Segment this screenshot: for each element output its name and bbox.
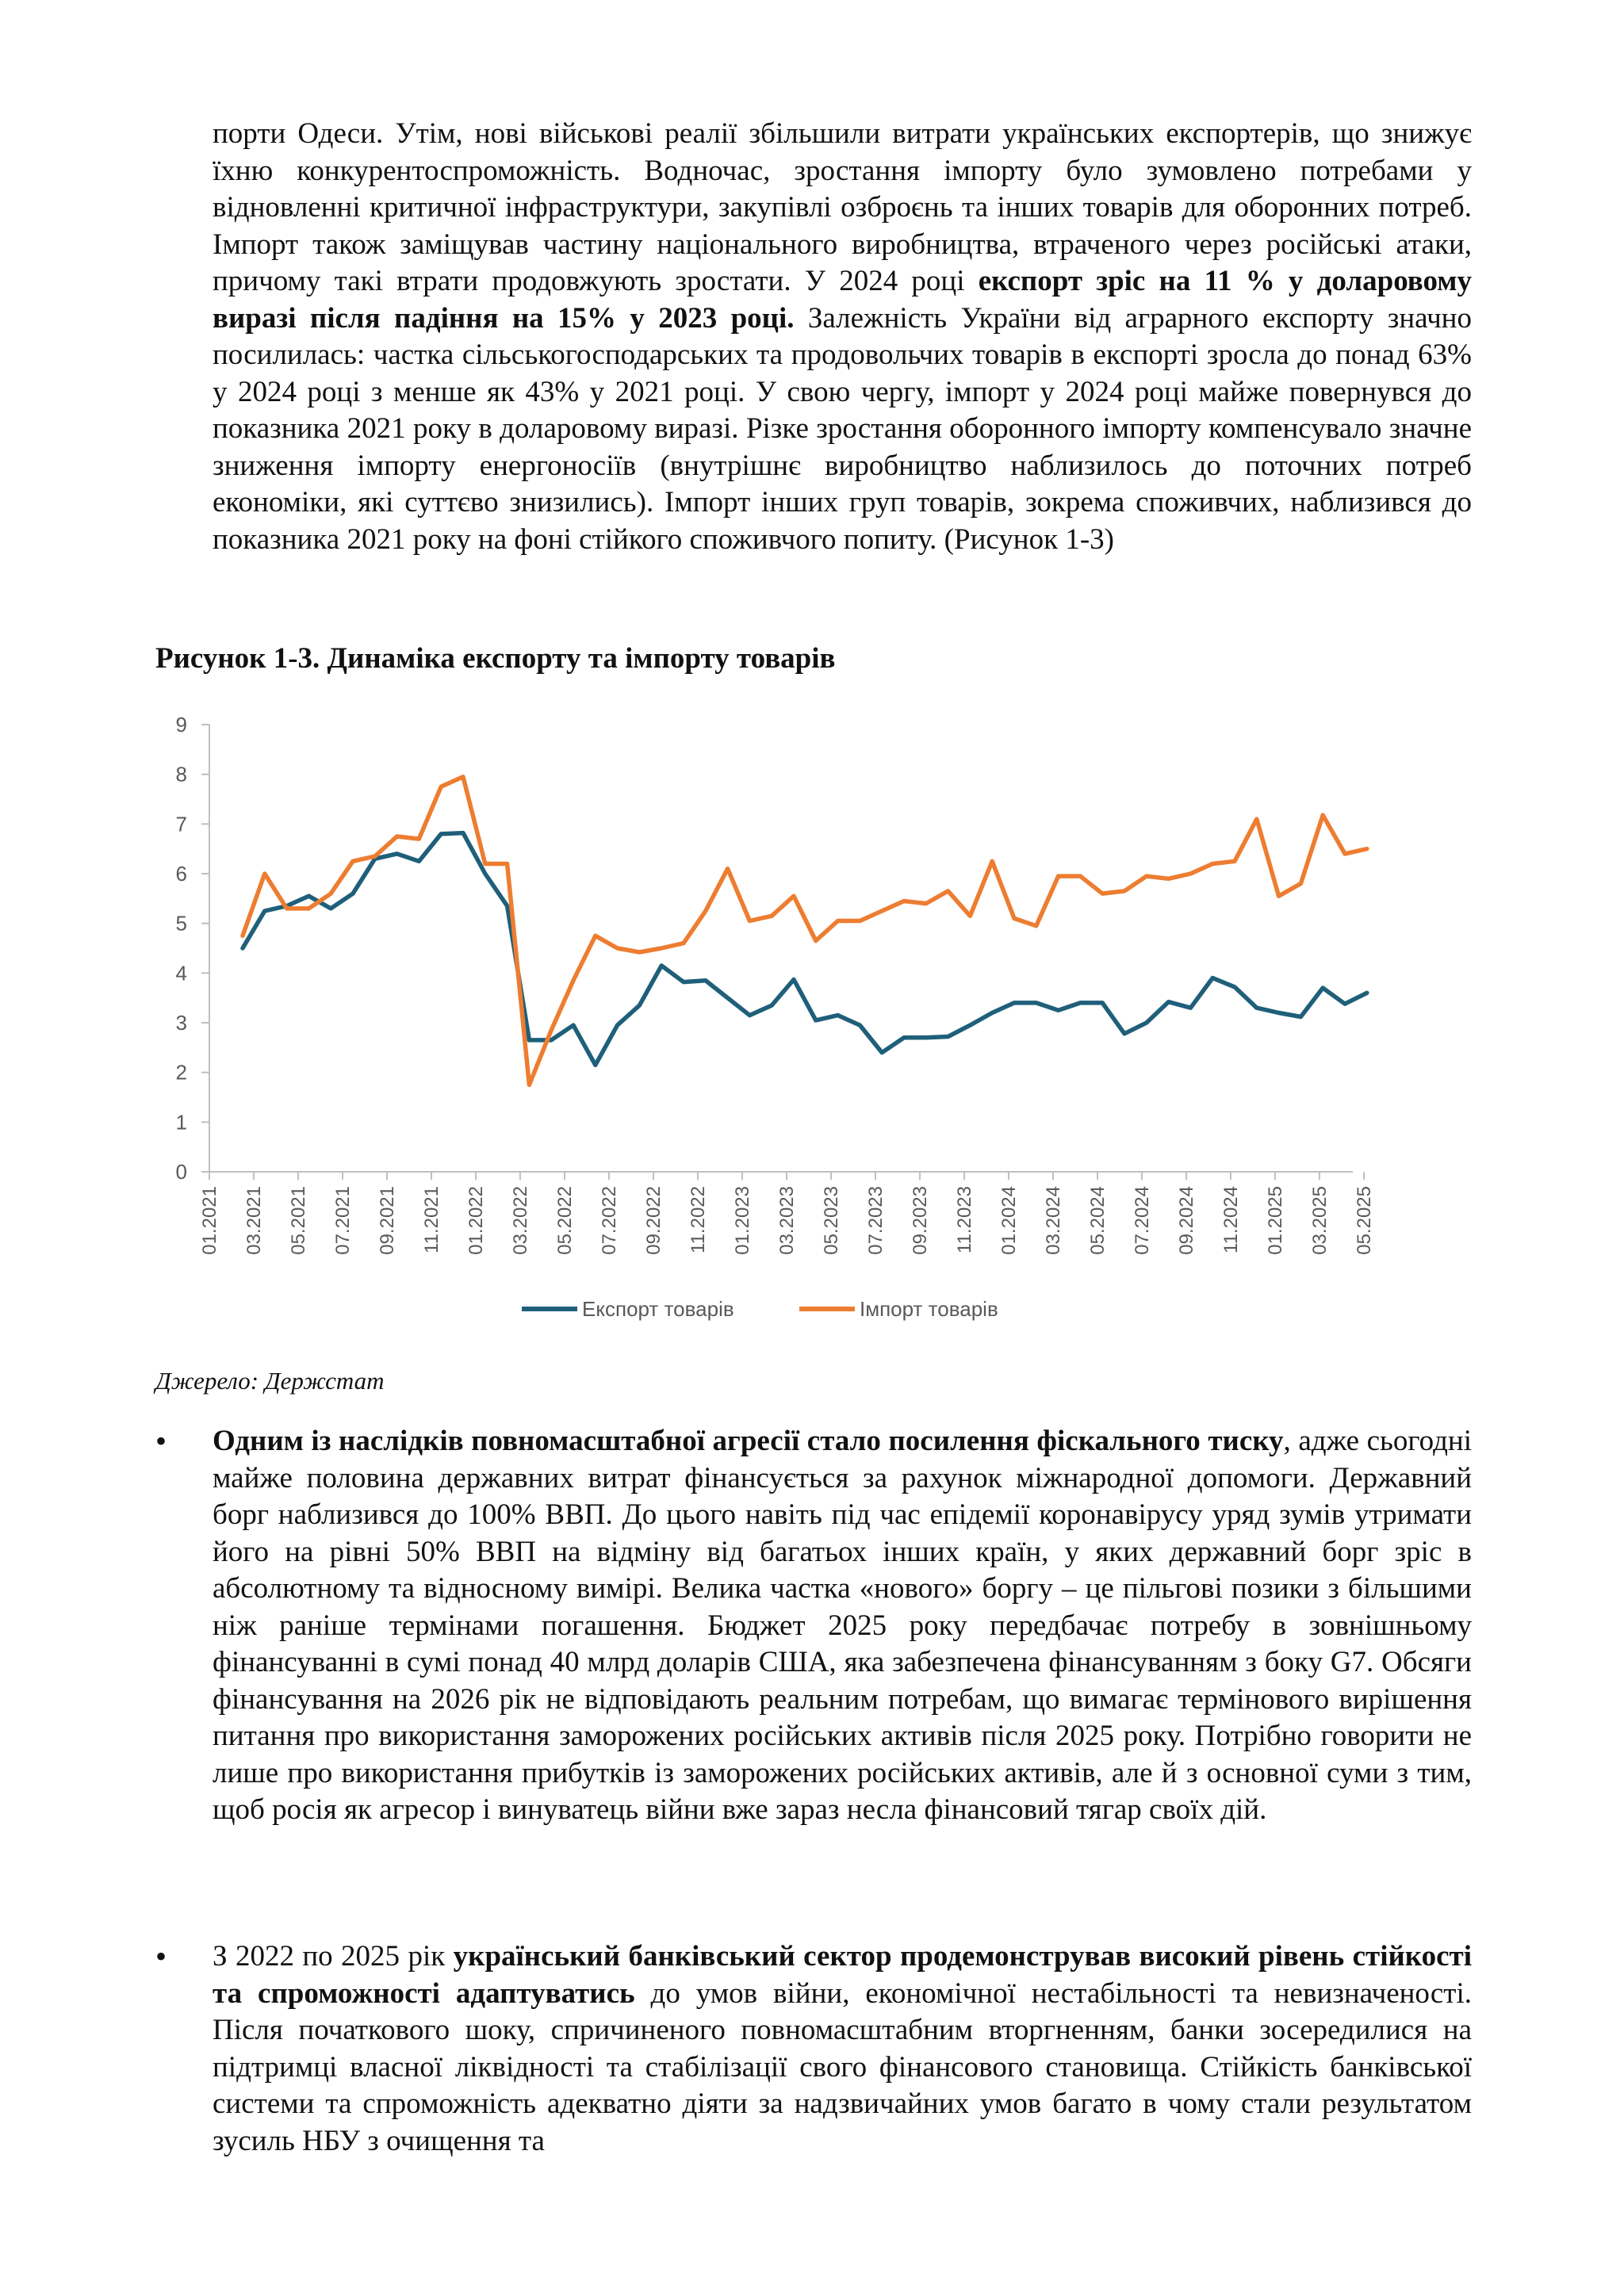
x-tick-label: 03.2022 — [510, 1186, 531, 1255]
export-import-chart — [159, 701, 1396, 1335]
bullet-paragraph-banking — [213, 1938, 1472, 2160]
x-tick-label: 05.2025 — [1354, 1186, 1375, 1255]
y-tick-label: 7 — [175, 812, 187, 836]
x-tick-label: 11.2023 — [954, 1186, 975, 1253]
y-tick-label: 8 — [175, 762, 187, 786]
figure-source: Джерело: Держстат — [155, 1367, 385, 1395]
legend-label: Імпорт товарів — [860, 1297, 998, 1321]
x-tick-label: 11.2022 — [688, 1186, 709, 1253]
x-tick-label: 09.2021 — [377, 1186, 398, 1255]
x-tick-label: 03.2021 — [243, 1186, 265, 1255]
x-tick-label: 07.2022 — [599, 1186, 620, 1255]
intro-text-cont: Залежність України від аграрного експорту значно посилилась: частка сільськогосподарських та продовольчих товарів в експорті зросла до понад 63% у 2024 році з менше як 43% у 2021 році. У свою чергу, імпорт у 2024 році майже повернувся до показника 2021 року в доларовому виразі. Різке зростання оборонного імпорту компенсувало значне зниження імпорту енергоносіїв (внутрішнє виробництво наблизилось до поточних потреб економіки, які суттєво знизились). Імпорт інших груп товарів, зокрема споживчих, наблизився до показника 2021 року на фоні стійкого споживчого попиту. (Рисунок 1-3) — [213, 301, 1472, 556]
chart-legend — [522, 1297, 998, 1321]
y-tick-label: 9 — [175, 713, 187, 737]
intro-paragraph — [213, 116, 1472, 558]
intro-text: порти Одеси. Утім, нові військові реалії збільшили витрати українських експортерів, що знижує їхню конкурентоспроможність. Водночас, зростання імпорту було зумовлено потребами у відновленні критичної інфраструктури, закупівлі озброєнь та інших товарів для оборонних потреб. Імпорт також заміщував частину національного виробництва, втраченого через російські атаки, причому такі втрати продовжують зростати. У 2024 році — [213, 117, 1472, 297]
x-tick-label: 09.2022 — [643, 1186, 665, 1255]
series-line — [243, 833, 1367, 1066]
x-tick-label: 05.2024 — [1087, 1186, 1109, 1255]
y-tick-label: 6 — [175, 862, 187, 886]
x-tick-label: 09.2024 — [1176, 1186, 1197, 1255]
x-tick-label: 07.2024 — [1132, 1186, 1153, 1255]
y-tick-label: 3 — [175, 1011, 187, 1035]
x-tick-label: 01.2024 — [998, 1186, 1020, 1255]
x-tick-label: 07.2021 — [332, 1186, 354, 1255]
y-tick-label: 1 — [175, 1110, 187, 1135]
x-tick-label: 03.2025 — [1309, 1186, 1331, 1255]
x-tick-label: 01.2022 — [465, 1186, 487, 1255]
bullet2-text: З 2022 по 2025 рік — [213, 1940, 454, 1973]
bullet2-bold-text: український банківський сектор продемонстрував високий рівень стійкості та спроможності адаптуватись — [213, 1940, 1472, 2010]
y-tick-label: 2 — [175, 1060, 187, 1085]
legend-label: Експорт товарів — [582, 1297, 734, 1321]
bullet-paragraph-fiscal — [213, 1423, 1472, 1829]
x-tick-label: 05.2023 — [821, 1186, 842, 1255]
x-tick-label: 11.2024 — [1220, 1186, 1242, 1253]
x-tick-label: 07.2023 — [865, 1186, 887, 1255]
bullet1-bold-text: Одним із наслідків повномасштабної агресії стало посилення фіскального тиску — [213, 1425, 1284, 1457]
y-tick-label: 0 — [175, 1160, 187, 1184]
bullet2-text-cont: до умов війни, економічної нестабільності та невизначеності. Після початкового шоку, спричиненого повномасштабним вторгненням, банки зосередилися на підтримці власної ліквідності та стабілізації свого фінансового становища. Стійкість банківської системи та спроможність адекватно діяти за надзвичайних умов багато в чому стали результатом зусиль НБУ з очищення та — [213, 1976, 1472, 2157]
x-tick-label: 11.2021 — [421, 1186, 442, 1253]
x-tick-label: 01.2025 — [1265, 1186, 1286, 1255]
x-tick-label: 05.2021 — [288, 1186, 309, 1255]
x-tick-label: 09.2023 — [910, 1186, 931, 1255]
y-tick-label: 4 — [175, 961, 187, 985]
y-axis — [176, 713, 209, 1184]
figure-title: Рисунок 1-3. Динаміка експорту та імпорту товарів — [155, 642, 836, 675]
bullet-marker: • — [155, 1423, 167, 1459]
x-axis — [199, 1172, 1375, 1255]
x-tick-label: 01.2023 — [732, 1186, 753, 1255]
series-group — [243, 777, 1367, 1085]
x-tick-label: 03.2023 — [776, 1186, 798, 1255]
bullet1-text: , адже сьогодні майже половина державних витрат фінансується за рахунок міжнародної допомоги. Державний борг наблизився до 100% ВВП. До цього навіть під час епідемії коронавірусу уряд зумів утримати його на рівні 50% ВВП на відміну від багатьох інших країн, у яких державний борг зріс в абсолютному та відносному вимірі. Велика частка «нового» боргу – це пільгові позики з більшими ніж раніше термінами погашення. Бюджет 2025 року передбачає потребу в зовнішньому фінансуванні в сумі понад 40 млрд доларів США, яка забезпечена фінансуванням з боку G7. Обсяги фінансування на 2026 рік не відповідають реальним потребам, що вимагає термінового вирішення питання про використання заморожених російських активів після 2025 року. Потрібно говорити не лише про використання прибутків із заморожених російських активів, але й з основної суми з тим, щоб росія як агресор і винуватець війни вже зараз несла фінансовий тягар своїх дій. — [213, 1425, 1472, 1826]
intro-bold-text: експорт зріс на 11 % у доларовому виразі після падіння на 15% у 2023 році. — [213, 265, 1472, 335]
x-tick-label: 03.2024 — [1043, 1186, 1064, 1255]
y-tick-label: 5 — [175, 911, 187, 936]
x-tick-label: 01.2021 — [199, 1186, 220, 1255]
bullet-marker: • — [155, 1938, 167, 1974]
series-line — [243, 777, 1367, 1085]
x-tick-label: 05.2022 — [554, 1186, 576, 1255]
